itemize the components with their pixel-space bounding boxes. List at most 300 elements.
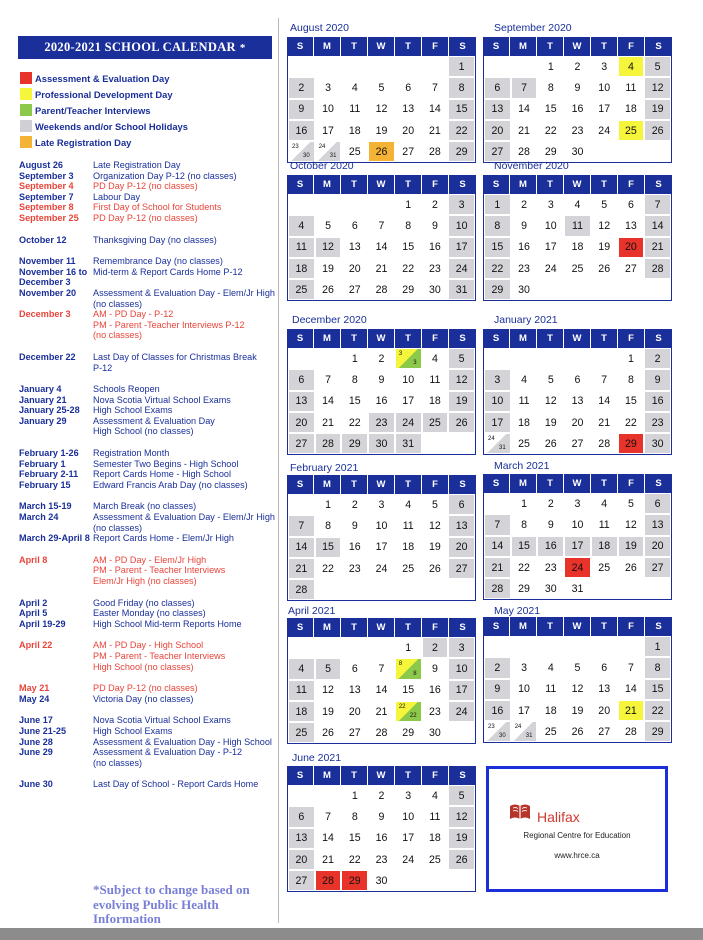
day-cell: 9 bbox=[511, 215, 538, 236]
day-cell: 12 bbox=[315, 237, 342, 258]
day-cell: 27 bbox=[395, 141, 422, 162]
day-cell: 6 bbox=[288, 806, 315, 827]
day-cell: 11 bbox=[395, 515, 422, 536]
empty-cell bbox=[341, 579, 368, 600]
day-cell: 3 bbox=[591, 56, 618, 77]
weekday-label: T bbox=[591, 617, 618, 636]
day-cell: 17 bbox=[315, 120, 342, 141]
day-cell: 12 bbox=[315, 680, 342, 701]
event-date: September 25 bbox=[19, 212, 79, 223]
day-cell: 11 bbox=[564, 215, 591, 236]
day-cell: 6 bbox=[448, 494, 475, 515]
day-cell: 1 bbox=[315, 494, 342, 515]
weekday-label: S bbox=[655, 478, 662, 489]
day-cell: 23 bbox=[537, 557, 564, 578]
month-title: December 2020 bbox=[292, 314, 367, 326]
weekday-label: F bbox=[422, 618, 449, 637]
empty-cell bbox=[564, 348, 591, 369]
day-cell: 4 bbox=[341, 77, 368, 98]
day-cell: 2 bbox=[511, 194, 538, 215]
day-cell: 24 bbox=[395, 849, 422, 870]
day-cell: 18 bbox=[537, 700, 564, 721]
day-cell bbox=[484, 433, 511, 454]
event-line: Thanksgiving Day (no classes) bbox=[93, 234, 217, 245]
day-cell: 10 bbox=[564, 514, 591, 535]
event-date: February 2-11 bbox=[19, 469, 79, 480]
day-cell: 26 bbox=[448, 412, 475, 433]
weekday-label: S bbox=[483, 329, 510, 348]
day-cell: 6 bbox=[341, 215, 368, 236]
day-cell: 9 bbox=[537, 514, 564, 535]
weekday-label: S bbox=[459, 179, 466, 190]
day-cell: 29 bbox=[644, 721, 671, 742]
day-cell: 25 bbox=[537, 721, 564, 742]
day-number-duplicate: 3 bbox=[413, 360, 417, 367]
day-cell: 5 bbox=[315, 215, 342, 236]
event-description bbox=[93, 277, 277, 288]
event-line: Victoria Day (no classes) bbox=[93, 693, 194, 704]
day-cell: 13 bbox=[341, 237, 368, 258]
day-cell: 4 bbox=[618, 56, 645, 77]
day-cell: 21 bbox=[315, 849, 342, 870]
day-cell bbox=[484, 721, 511, 742]
empty-cell bbox=[591, 348, 618, 369]
day-cell: 23 bbox=[422, 258, 449, 279]
event-row bbox=[19, 726, 277, 737]
day-cell: 22 bbox=[537, 120, 564, 141]
empty-cell bbox=[368, 579, 395, 600]
weekday-label: T bbox=[341, 175, 368, 194]
empty-cell bbox=[288, 348, 315, 369]
event-description bbox=[93, 598, 277, 609]
day-cell: 15 bbox=[644, 679, 671, 700]
day-cell: 1 bbox=[448, 56, 475, 77]
event-row bbox=[19, 309, 277, 341]
event-line: AM - PD Day - High School bbox=[93, 640, 204, 651]
day-cell: 7 bbox=[315, 369, 342, 390]
weekday-label: W bbox=[368, 329, 395, 348]
event-date: February 15 bbox=[19, 479, 71, 490]
day-cell: 18 bbox=[341, 120, 368, 141]
day-cell: 24 bbox=[537, 258, 564, 279]
weekday-header bbox=[287, 618, 476, 637]
event-description bbox=[93, 555, 277, 587]
event-line: Nova Scotia Virtual School Exams bbox=[93, 394, 231, 405]
event-date: October 12 bbox=[19, 234, 67, 245]
event-row bbox=[19, 202, 277, 213]
empty-cell bbox=[422, 579, 449, 600]
event-row bbox=[19, 448, 277, 459]
event-row bbox=[19, 501, 277, 512]
day-cell: 8 bbox=[448, 77, 475, 98]
day-grid bbox=[287, 348, 476, 455]
day-cell: 18 bbox=[422, 391, 449, 412]
day-cell: 28 bbox=[511, 141, 538, 162]
day-cell: 17 bbox=[484, 412, 511, 433]
empty-cell bbox=[368, 194, 395, 215]
day-grid bbox=[287, 637, 476, 744]
day-cell: 13 bbox=[564, 391, 591, 412]
day-cell: 21 bbox=[315, 412, 342, 433]
event-row bbox=[19, 512, 277, 533]
event-row bbox=[19, 459, 277, 470]
event-date: January 4 bbox=[19, 384, 62, 395]
weekday-label: M bbox=[510, 474, 537, 493]
event-description bbox=[93, 405, 277, 416]
day-cell: 2 bbox=[341, 494, 368, 515]
empty-cell bbox=[341, 194, 368, 215]
event-row bbox=[19, 555, 277, 587]
day-cell: 17 bbox=[395, 828, 422, 849]
event-date: January 25-28 bbox=[19, 405, 80, 416]
event-date: April 8 bbox=[19, 554, 48, 565]
weekday-label: T bbox=[341, 37, 368, 56]
day-cell: 11 bbox=[422, 369, 449, 390]
day-cell: 16 bbox=[537, 536, 564, 557]
weekday-label: S bbox=[483, 474, 510, 493]
empty-cell bbox=[422, 870, 449, 891]
day-cell: 7 bbox=[511, 77, 538, 98]
day-cell: 24 bbox=[591, 120, 618, 141]
day-cell: 25 bbox=[422, 412, 449, 433]
event-date: June 29 bbox=[19, 747, 53, 758]
weekday-label: S bbox=[287, 175, 314, 194]
day-cell: 11 bbox=[341, 99, 368, 120]
day-cell: 29 bbox=[618, 433, 645, 454]
day-cell: 14 bbox=[422, 99, 449, 120]
day-cell: 30 bbox=[511, 279, 538, 300]
weekday-label: M bbox=[510, 175, 537, 194]
day-cell: 20 bbox=[288, 412, 315, 433]
day-cell: 20 bbox=[341, 701, 368, 722]
weekday-label: S bbox=[655, 179, 662, 190]
day-cell: 29 bbox=[395, 279, 422, 300]
day-cell: 30 bbox=[644, 433, 671, 454]
day-cell bbox=[395, 658, 422, 679]
event-row bbox=[19, 747, 277, 768]
event-line: Semester Two Begins - High School bbox=[93, 458, 239, 469]
day-cell: 5 bbox=[564, 657, 591, 678]
day-cell: 12 bbox=[368, 99, 395, 120]
empty-cell bbox=[422, 433, 449, 454]
empty-cell bbox=[395, 56, 422, 77]
weekday-label: W bbox=[564, 474, 591, 493]
day-cell: 25 bbox=[288, 279, 315, 300]
event-description bbox=[93, 737, 277, 748]
event-date: April 2 bbox=[19, 597, 48, 608]
day-cell: 25 bbox=[618, 120, 645, 141]
day-grid bbox=[483, 493, 672, 600]
day-cell: 8 bbox=[537, 77, 564, 98]
day-cell: 1 bbox=[644, 636, 671, 657]
event-description bbox=[93, 352, 277, 373]
event-date: February 1 bbox=[19, 458, 66, 469]
weekday-label: S bbox=[459, 41, 466, 52]
day-cell: 26 bbox=[422, 558, 449, 579]
legend-swatch bbox=[20, 120, 32, 132]
weekday-label: T bbox=[537, 329, 564, 348]
weekday-label: T bbox=[341, 329, 368, 348]
legend-item bbox=[20, 86, 188, 102]
day-cell: 9 bbox=[368, 369, 395, 390]
day-cell: 26 bbox=[591, 258, 618, 279]
weekday-label: T bbox=[395, 329, 422, 348]
event-line: Registration Month bbox=[93, 448, 170, 459]
empty-cell bbox=[511, 636, 538, 657]
event-line: AM - PD Day - Elem/Jr High bbox=[93, 554, 207, 565]
day-cell: 22 bbox=[315, 558, 342, 579]
day-cell: 18 bbox=[511, 412, 538, 433]
weekday-label: M bbox=[510, 617, 537, 636]
event-description bbox=[93, 448, 277, 459]
empty-cell bbox=[448, 722, 475, 743]
day-cell: 7 bbox=[368, 658, 395, 679]
day-number: 24 bbox=[318, 144, 326, 151]
weekday-label: W bbox=[564, 175, 591, 194]
weekday-label: F bbox=[618, 474, 645, 493]
day-cell: 13 bbox=[341, 680, 368, 701]
day-cell: 11 bbox=[288, 680, 315, 701]
event-description bbox=[93, 480, 277, 491]
day-cell: 31 bbox=[448, 279, 475, 300]
day-cell: 13 bbox=[618, 215, 645, 236]
empty-cell bbox=[511, 348, 538, 369]
weekday-label: F bbox=[422, 766, 449, 785]
day-cell: 31 bbox=[395, 433, 422, 454]
event-description bbox=[93, 181, 277, 192]
event-description bbox=[93, 619, 277, 630]
event-line: High School Exams bbox=[93, 725, 173, 736]
event-row bbox=[19, 715, 277, 726]
empty-cell bbox=[395, 870, 422, 891]
day-cell: 28 bbox=[368, 722, 395, 743]
day-cell: 26 bbox=[315, 279, 342, 300]
day-cell: 17 bbox=[448, 237, 475, 258]
day-cell: 16 bbox=[422, 237, 449, 258]
weekday-label: T bbox=[537, 474, 564, 493]
weekday-label: M bbox=[314, 618, 341, 637]
empty-cell bbox=[395, 579, 422, 600]
day-cell: 16 bbox=[368, 828, 395, 849]
day-cell: 20 bbox=[288, 849, 315, 870]
day-cell: 2 bbox=[288, 77, 315, 98]
day-number: 8 bbox=[398, 661, 403, 668]
day-cell: 3 bbox=[448, 194, 475, 215]
day-number: 30 bbox=[303, 153, 310, 160]
event-description bbox=[93, 235, 277, 246]
day-cell: 13 bbox=[288, 828, 315, 849]
day-cell: 25 bbox=[511, 433, 538, 454]
day-cell: 12 bbox=[618, 514, 645, 535]
day-cell: 5 bbox=[591, 194, 618, 215]
event-line: PD Day P-12 (no classes) bbox=[93, 181, 198, 192]
day-cell: 15 bbox=[448, 99, 475, 120]
empty-cell bbox=[368, 637, 395, 658]
day-cell: 26 bbox=[448, 849, 475, 870]
empty-cell bbox=[315, 56, 342, 77]
weekday-header bbox=[287, 175, 476, 194]
event-line: Assessment & Evaluation Day - Elem/Jr High bbox=[93, 287, 275, 298]
weekday-label: F bbox=[422, 329, 449, 348]
event-row bbox=[19, 256, 277, 267]
event-line: Organization Day P-12 (no classes) bbox=[93, 170, 237, 181]
day-cell: 29 bbox=[341, 870, 368, 891]
legend-label: Late Registration Day bbox=[35, 136, 132, 148]
day-cell: 18 bbox=[422, 828, 449, 849]
event-line: Assessment & Evaluation Day - Elem/Jr High bbox=[93, 512, 275, 523]
event-date: March 15-19 bbox=[19, 501, 72, 512]
day-cell: 26 bbox=[564, 721, 591, 742]
weekday-header bbox=[287, 766, 476, 785]
event-date: November 11 bbox=[19, 256, 76, 267]
day-cell: 22 bbox=[484, 258, 511, 279]
empty-cell bbox=[341, 637, 368, 658]
event-date: March 29-April 8 bbox=[19, 533, 90, 544]
event-line: (no classes) bbox=[93, 757, 143, 768]
day-cell bbox=[395, 348, 422, 369]
day-number: 22 bbox=[398, 703, 406, 710]
empty-cell bbox=[564, 636, 591, 657]
empty-cell bbox=[484, 348, 511, 369]
event-description bbox=[93, 267, 277, 278]
day-cell: 3 bbox=[448, 637, 475, 658]
event-description bbox=[93, 469, 277, 480]
weekday-label: S bbox=[287, 475, 314, 494]
day-cell: 9 bbox=[564, 77, 591, 98]
day-cell: 17 bbox=[511, 700, 538, 721]
day-cell: 18 bbox=[618, 99, 645, 120]
legend-swatch bbox=[20, 136, 32, 148]
event-line: High School Mid-term Reports Home bbox=[93, 618, 242, 629]
event-line: Labour Day bbox=[93, 191, 141, 202]
day-cell: 27 bbox=[288, 433, 315, 454]
day-cell: 25 bbox=[564, 258, 591, 279]
event-date: June 30 bbox=[19, 779, 53, 790]
day-cell: 20 bbox=[644, 536, 671, 557]
empty-cell bbox=[591, 279, 618, 300]
day-cell: 7 bbox=[288, 515, 315, 536]
month-title: September 2020 bbox=[494, 22, 572, 34]
day-cell: 17 bbox=[537, 237, 564, 258]
weekday-label: S bbox=[655, 333, 662, 344]
weekday-label: T bbox=[341, 618, 368, 637]
day-cell: 8 bbox=[315, 515, 342, 536]
day-cell: 2 bbox=[644, 348, 671, 369]
day-cell: 24 bbox=[564, 557, 591, 578]
day-cell: 19 bbox=[422, 537, 449, 558]
event-description bbox=[93, 608, 277, 619]
event-date: November 16 to bbox=[19, 266, 88, 277]
day-cell: 10 bbox=[395, 369, 422, 390]
day-grid bbox=[483, 194, 672, 301]
day-cell: 27 bbox=[564, 433, 591, 454]
day-cell: 4 bbox=[422, 785, 449, 806]
day-cell: 20 bbox=[448, 537, 475, 558]
day-cell: 31 bbox=[564, 578, 591, 599]
day-cell: 23 bbox=[341, 558, 368, 579]
weekday-header bbox=[483, 175, 672, 194]
day-cell: 8 bbox=[341, 369, 368, 390]
empty-cell bbox=[618, 578, 645, 599]
event-line: Remembrance Day (no classes) bbox=[93, 256, 223, 267]
day-cell: 9 bbox=[422, 215, 449, 236]
day-cell: 6 bbox=[618, 194, 645, 215]
day-cell: 20 bbox=[341, 258, 368, 279]
event-date: June 28 bbox=[19, 736, 53, 747]
day-number: 24 bbox=[488, 436, 495, 443]
day-cell: 17 bbox=[448, 680, 475, 701]
event-row bbox=[19, 469, 277, 480]
day-cell bbox=[511, 721, 538, 742]
day-cell: 14 bbox=[511, 99, 538, 120]
weekday-label: S bbox=[483, 37, 510, 56]
event-line: High School (no classes) bbox=[93, 426, 194, 437]
day-cell: 24 bbox=[368, 558, 395, 579]
event-date: June 21-25 bbox=[19, 725, 67, 736]
day-cell: 27 bbox=[618, 258, 645, 279]
day-cell: 22 bbox=[644, 700, 671, 721]
day-cell: 27 bbox=[341, 722, 368, 743]
event-row bbox=[19, 608, 277, 619]
event-row bbox=[19, 171, 277, 182]
day-cell: 6 bbox=[564, 369, 591, 390]
day-cell: 19 bbox=[537, 412, 564, 433]
day-cell: 11 bbox=[511, 391, 538, 412]
event-line: Mid-term & Report Cards Home P-12 bbox=[93, 266, 243, 277]
day-grid bbox=[287, 785, 476, 892]
day-cell: 21 bbox=[368, 258, 395, 279]
legend-item bbox=[20, 102, 188, 118]
day-cell: 8 bbox=[511, 514, 538, 535]
month-title: October 2020 bbox=[290, 160, 354, 172]
event-description bbox=[93, 533, 277, 544]
empty-cell bbox=[315, 785, 342, 806]
day-cell: 27 bbox=[591, 721, 618, 742]
day-cell: 17 bbox=[591, 99, 618, 120]
day-cell: 15 bbox=[395, 237, 422, 258]
day-cell: 10 bbox=[448, 215, 475, 236]
day-cell: 14 bbox=[288, 537, 315, 558]
event-row bbox=[19, 288, 277, 309]
legend-label: Professional Development Day bbox=[35, 88, 173, 100]
legend-swatch bbox=[20, 72, 32, 84]
empty-cell bbox=[644, 578, 671, 599]
event-line: Late Registration Day bbox=[93, 160, 181, 170]
legend-label: Parent/Teacher Interviews bbox=[35, 104, 151, 116]
day-cell: 1 bbox=[618, 348, 645, 369]
day-cell: 28 bbox=[644, 258, 671, 279]
event-date: September 7 bbox=[19, 191, 74, 202]
day-cell: 26 bbox=[368, 141, 395, 162]
weekday-header bbox=[483, 37, 672, 56]
event-description bbox=[93, 715, 277, 726]
event-description bbox=[93, 160, 277, 171]
empty-cell bbox=[315, 637, 342, 658]
day-cell: 4 bbox=[288, 658, 315, 679]
empty-cell bbox=[448, 433, 475, 454]
day-cell: 23 bbox=[368, 412, 395, 433]
day-cell: 12 bbox=[537, 391, 564, 412]
day-cell: 9 bbox=[644, 369, 671, 390]
day-cell: 5 bbox=[448, 785, 475, 806]
event-row bbox=[19, 267, 277, 278]
event-description bbox=[93, 309, 277, 341]
day-cell: 5 bbox=[537, 369, 564, 390]
day-cell: 3 bbox=[395, 785, 422, 806]
day-cell: 4 bbox=[591, 493, 618, 514]
legend-item bbox=[20, 134, 188, 150]
day-cell: 12 bbox=[591, 215, 618, 236]
